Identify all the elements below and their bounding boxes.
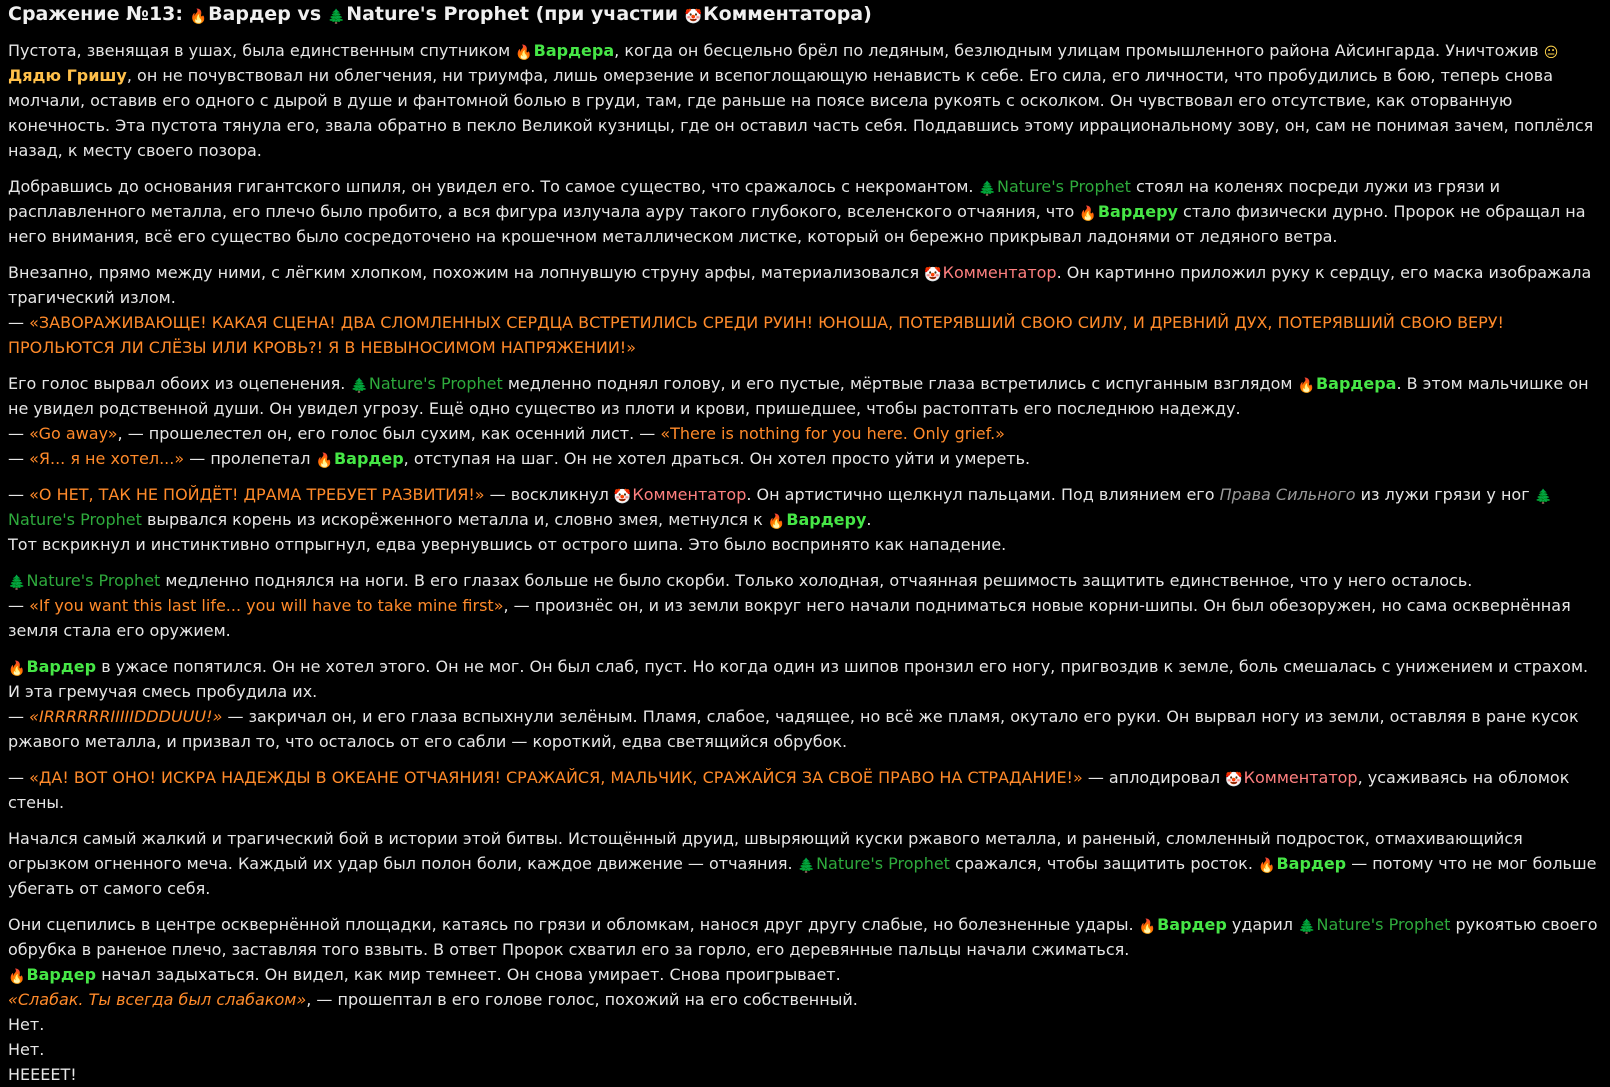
text: в ужасе попятился. Он не хотел этого. Он не мог. Он был слаб, пуст. Но когда один из шипов пронзил его ногу, пригвоздив к земле, боль смешалась с унижением и страхом. И эта гремучая смесь пробудила их.	[8, 657, 1589, 701]
quote: «If you want this last life... you will have to take mine first»	[29, 596, 504, 615]
character-prophet: Nature's Prophet	[1316, 915, 1451, 934]
quote: «О НЕТ, ТАК НЕ ПОЙДЁТ! ДРАМА ТРЕБУЕТ РАЗВИТИЯ!»	[29, 485, 485, 504]
clown-icon: 🤡	[684, 9, 703, 25]
narration-line: НЕЕЕЕТ!	[8, 1065, 77, 1084]
title-close: )	[863, 3, 872, 25]
text: рукоятью своего обрубка в раненое плечо, заставляя того взвыть. В ответ Пророк схватил его за горло, его деревянные пальцы начали сжиматься.	[8, 915, 1598, 959]
quote: «Слабак. Ты всегда был слабаком»	[8, 990, 307, 1009]
paragraph-10	[8, 912, 1602, 1087]
dash: —	[8, 485, 30, 504]
dialogue-line	[8, 593, 1602, 643]
character-vardor: Вардер	[333, 449, 404, 468]
character-vardor: Вардеру	[1097, 202, 1178, 221]
text: , — произнёс он, и из земли вокруг него начали подниматься новые корни-шипы. Он был обезоружен, но сама осквернённая земля стала его оружием.	[8, 596, 1571, 640]
title-commentator: Комментатора	[703, 3, 864, 25]
character-prophet: Nature's Prophet	[368, 374, 503, 393]
text: медленно поднялся на ноги. В его глазах больше не было скорби. Только холодная, отчаянная решимость защитить единственное, что у него осталось.	[160, 571, 1473, 590]
character-prophet: Nature's Prophet	[816, 854, 950, 873]
text: . В этом мальчишке он не увидел родственной души. Он увидел угрозу. Ещё одно существо из плоти и крови, пришедшее, чтобы растоптать его последнюю надежду.	[8, 374, 1589, 418]
text: сражался, чтобы защитить росток.	[949, 854, 1259, 873]
fire-icon: 🔥	[1079, 206, 1097, 222]
fire-icon: 🔥	[1138, 919, 1157, 935]
fire-icon: 🔥	[1258, 858, 1276, 874]
paragraph-1	[8, 38, 1602, 163]
text: вырвался корень из искорёженного металла и, словно змея, метнулся к	[141, 510, 768, 529]
quote: «There is nothing for you here. Only grief.»	[660, 424, 1005, 443]
paragraph-4	[8, 371, 1602, 471]
character-vardor: Вардер	[1276, 854, 1347, 873]
tree-icon: 🌲	[1534, 489, 1553, 505]
text: из лужи грязи у ног	[1355, 485, 1535, 504]
quote: «Я... я не хотел...»	[29, 449, 185, 468]
character-commentator: Комментатор	[632, 485, 747, 504]
text: Добравшись до основания гигантского шпиля, он увидел его. То самое существо, что сражалось с некромантом.	[8, 177, 979, 196]
ability-name: Права Сильного	[1219, 485, 1356, 504]
clown-icon: 🤡	[613, 489, 632, 505]
text: Они сцепились в центре осквернённой площадки, катаясь по грязи и обломкам, нанося друг другу слабые, но болезненные удары.	[8, 915, 1139, 934]
dash: —	[8, 707, 30, 726]
tree-icon: 🌲	[350, 378, 368, 394]
character-prophet: Nature's Prophet	[26, 571, 161, 590]
narration-line: Тот вскрикнул и инстинктивно отпрыгнул, едва увернувшись от острого шипа. Это было воспринято как нападение.	[8, 535, 1007, 554]
dash: —	[8, 449, 30, 468]
dialogue-line	[8, 310, 1602, 360]
tree-icon: 🌲	[978, 181, 996, 197]
text: начал задыхаться. Он видел, как мир темнеет. Он снова умирает. Снова проигрывает.	[96, 965, 841, 984]
paragraph-6	[8, 568, 1602, 643]
clown-icon: 🤡	[924, 267, 942, 283]
character-vardor: Вардера	[1315, 374, 1397, 393]
text: , отступая на шаг. Он не хотел драться. Он хотел просто уйти и умереть.	[403, 449, 1031, 468]
paragraph-7	[8, 654, 1602, 754]
dash: —	[8, 424, 30, 443]
fire-icon: 🔥	[8, 661, 26, 677]
dialogue-line	[8, 987, 1602, 1012]
paragraph-8	[8, 765, 1602, 815]
tree-icon: 🌲	[1298, 919, 1316, 935]
text: , когда он бесцельно брёл по ледяным, безлюдным улицам промышленного района Айсингарда. Уничтожив	[614, 41, 1544, 60]
text: . Он картинно приложил руку к сердцу, его маска изображала трагический излом.	[8, 263, 1592, 307]
page-title	[8, 0, 1602, 28]
paragraph-2	[8, 174, 1602, 249]
character-vardor: Вардер	[26, 965, 97, 984]
character-vardor: Вардер	[26, 657, 97, 676]
neutral-face-icon: 😐	[1543, 45, 1559, 61]
fire-icon: 🔥	[315, 453, 333, 469]
clown-icon: 🤡	[1225, 772, 1243, 788]
character-prophet: Nature's Prophet	[997, 177, 1131, 196]
tree-icon: 🌲	[8, 575, 26, 591]
dash: —	[8, 596, 30, 615]
text: ударил	[1226, 915, 1299, 934]
tree-icon: 🌲	[327, 9, 346, 25]
title-with: (при участии	[528, 3, 685, 25]
text: — пролепетал	[184, 449, 316, 468]
dash: —	[8, 768, 30, 787]
text: , усаживаясь на обломок стены.	[8, 768, 1570, 812]
text: Его голос вырвал обоих из оцепенения.	[8, 374, 351, 393]
fire-icon: 🔥	[1297, 378, 1315, 394]
title-vardor: Вардер	[208, 3, 291, 25]
narration-line	[8, 962, 1602, 987]
text: , он не почувствовал ни облегчения, ни триумфа, лишь омерзение и всепоглощающую ненависть к себе. Его сила, его личности, что пробудились в бою, теперь снова молчали, оставив его одного с дырой в душе и фантомной болью в груди, там, где раньше на поясе висела рукоять с осколком. Он чувствовал его отсутствие, как оторванную конечность. Эта пустота тянула его, звала обратно в пекло Великой кузницы, где он оставил часть себя. Поддавшись этому иррациональному зову, он, сам не понимая зачем, поплёлся назад, к месту своего позора.	[8, 66, 1594, 160]
character-prophet: Nature's Prophet	[8, 510, 142, 529]
text: — закричал он, и его глаза вспыхнули зелёным. Пламя, слабое, чадящее, но всё же пламя, окутало его руки. Он вырвал ногу из земли, оставляя в ране кусок ржавого металла, и призвал то, что осталось от его сабли — короткий, едва светящийся обрубок.	[8, 707, 1579, 751]
text: , — прошелестел он, его голос был сухим, как осенний лист. —	[117, 424, 661, 443]
character-commentator: Комментатор	[942, 263, 1057, 282]
paragraph-9	[8, 826, 1602, 901]
character-vardor: Вардер	[1157, 915, 1227, 934]
text: . Он артистично щелкнул пальцами. Под влиянием его	[746, 485, 1220, 504]
text: , — прошептал в его голове голос, похожий на его собственный.	[306, 990, 858, 1009]
title-prefix: Сражение №13:	[8, 3, 190, 25]
character-vardor: Вардеру	[786, 510, 867, 529]
paragraph-5	[8, 482, 1602, 557]
text: Пустота, звенящая в ушах, была единственным спутником	[8, 41, 516, 60]
text: — потому что не мог больше убегать от самого себя.	[8, 854, 1597, 898]
text: стоял на коленях посреди лужи из грязи и расплавленного металла, его плечо было пробито, а вся фигура излучала ауру такого глубокого, вселенского отчаяния, что	[8, 177, 1501, 221]
fire-icon: 🔥	[767, 514, 786, 530]
text: стало физически дурно. Пророк не обращал на него внимания, всё его существо было сосредоточено на крошечном металлическом листке, который он бережно прикрывал ладонями от ледяного ветра.	[8, 202, 1586, 246]
text: Внезапно, прямо между ними, с лёгким хлопком, похожим на лопнувшую струну арфы, материализовался	[8, 263, 925, 282]
fire-icon: 🔥	[189, 9, 208, 25]
quote: «Go away»	[29, 424, 118, 443]
dash: —	[8, 313, 30, 332]
fire-icon: 🔥	[8, 969, 26, 985]
dialogue-line	[8, 421, 1602, 446]
text: медленно поднял голову, и его пустые, мёртвые глаза встретились с испуганным взглядом	[502, 374, 1298, 393]
fire-icon: 🔥	[515, 45, 533, 61]
title-vs: vs	[290, 3, 328, 25]
dialogue-line	[8, 446, 1602, 471]
title-prophet: Nature's Prophet	[346, 3, 529, 25]
quote: «IRRRRRRIIIIIDDDUUU!»	[29, 707, 223, 726]
character-grisha: Дядю Гришу	[8, 66, 127, 85]
paragraph-3	[8, 260, 1602, 360]
text: .	[866, 510, 872, 529]
text: Начался самый жалкий и трагический бой в истории этой битвы. Истощённый друид, швыряющий куски ржавого металла, и раненый, сломленный подросток, отмахивающийся огрызком огненного меча. Каждый их удар был полон боли, каждое движение — отчаяния.	[8, 829, 1523, 873]
text: — воскликнул	[484, 485, 614, 504]
character-vardor: Вардера	[533, 41, 615, 60]
narration-line: Нет.	[8, 1040, 45, 1059]
dialogue-line	[8, 704, 1602, 754]
quote: «ЗАВОРАЖИВАЮЩЕ! КАКАЯ СЦЕНА! ДВА СЛОМЛЕННЫХ СЕРДЦА ВСТРЕТИЛИСЬ СРЕДИ РУИН! ЮНОША, ПОТЕРЯВШИЙ СВОЮ СИЛУ, И ДРЕВНИЙ ДУХ, ПОТЕРЯВШИЙ СВОЮ ВЕРУ! ПРОЛЬЮТСЯ ЛИ СЛЁЗЫ ИЛИ КРОВЬ?! Я В НЕВЫНОСИМОМ НАПРЯЖЕНИИ!»	[8, 313, 1504, 357]
narration-line: Нет.	[8, 1015, 45, 1034]
text: — аплодировал	[1082, 768, 1226, 787]
tree-icon: 🌲	[797, 858, 816, 874]
character-commentator: Комментатор	[1243, 768, 1358, 787]
quote: «ДА! ВОТ ОНО! ИСКРА НАДЕЖДЫ В ОКЕАНЕ ОТЧАЯНИЯ! СРАЖАЙСЯ, МАЛЬЧИК, СРАЖАЙСЯ ЗА СВОЁ ПРАВО НА СТРАДАНИЕ!»	[29, 768, 1083, 787]
